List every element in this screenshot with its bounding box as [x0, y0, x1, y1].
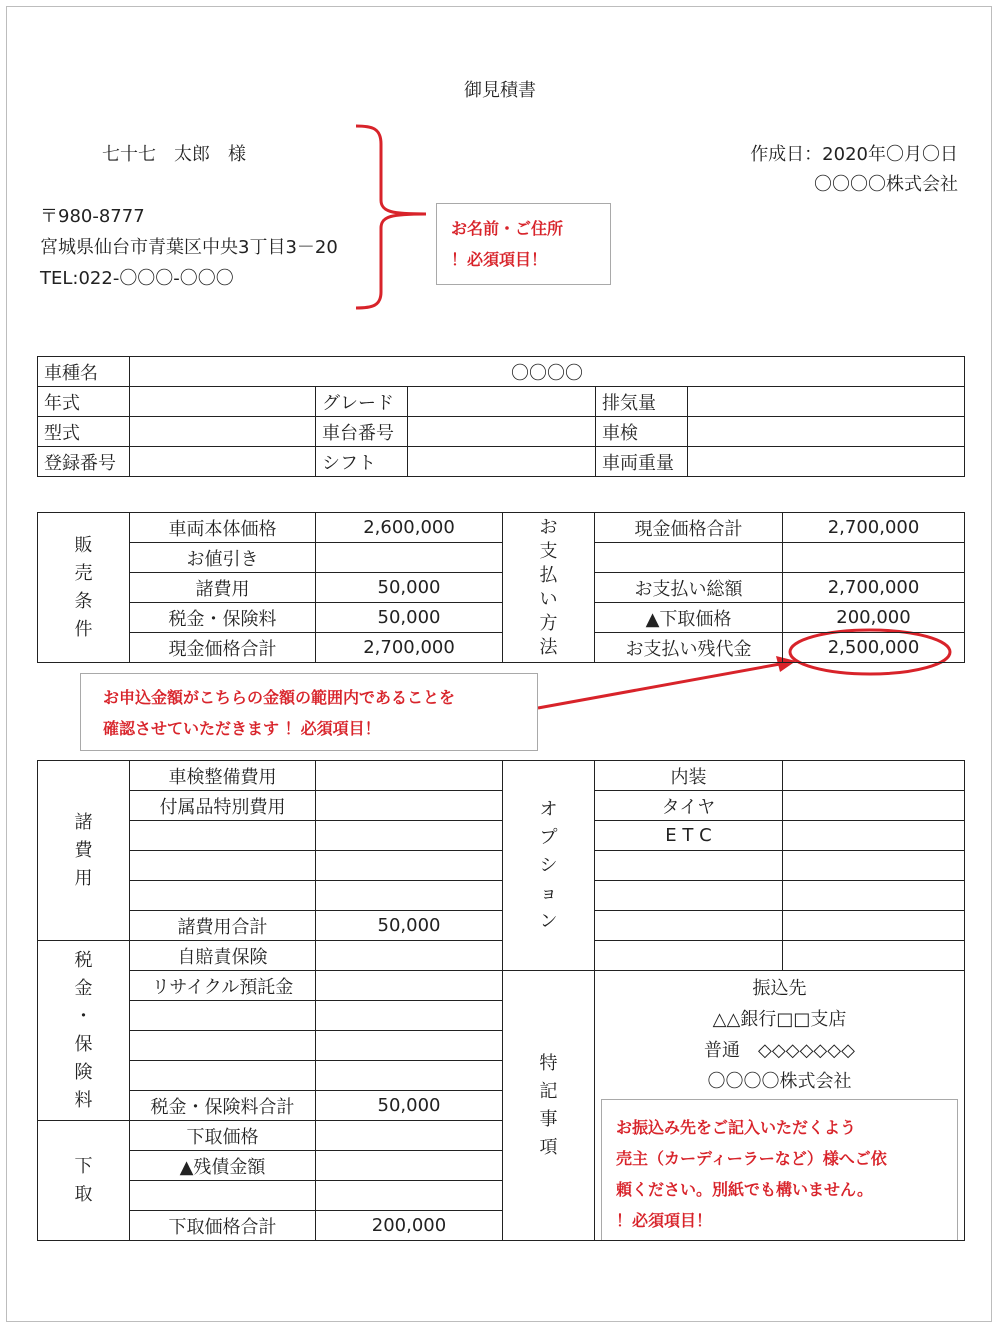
sale-item-value: 50,000 [316, 573, 503, 603]
fee-item-value [316, 821, 503, 851]
sale-item-value [316, 543, 503, 573]
tax-total-value: 50,000 [316, 1091, 503, 1121]
tradein-item-label: ▲残債金額 [130, 1151, 316, 1181]
inspection-value [688, 417, 965, 447]
sale-item-label: 現金価格合計 [130, 633, 316, 663]
remarks-header [503, 971, 595, 1241]
table-row [38, 971, 965, 1001]
tradein-item-value [316, 1151, 503, 1181]
tax-item-value [316, 1061, 503, 1091]
sale-item-value: 50,000 [316, 603, 503, 633]
sale-item-label: お値引き [130, 543, 316, 573]
option-item-label: タイヤ [595, 791, 783, 821]
payment-item-value: 200,000 [783, 603, 965, 633]
tradein-item-label [130, 1181, 316, 1211]
fee-item-label: 付属品特別費用 [130, 791, 316, 821]
fee-item-label [130, 821, 316, 851]
fee-item-value [316, 881, 503, 911]
table-row [38, 447, 965, 477]
table-row [38, 881, 965, 911]
bank-holder: 〇〇〇〇株式会社 [707, 1071, 852, 1092]
payment-item-value [783, 543, 965, 573]
remarks-cell [595, 971, 965, 1241]
table-row [38, 851, 965, 881]
payment-item-value: 2,700,000 [783, 573, 965, 603]
note-line: 頼ください。別紙でも構いません。 [616, 1180, 873, 1199]
table-row [38, 941, 965, 971]
displacement-value [688, 387, 965, 417]
sale-item-label: 車両本体価格 [130, 513, 316, 543]
option-item-value [783, 821, 965, 851]
sale-conditions-header [38, 513, 130, 663]
fee-item-value [316, 761, 503, 791]
table-row [38, 513, 965, 543]
sale-item-label: 税金・保険料 [130, 603, 316, 633]
table-row [38, 761, 965, 791]
year-value [130, 387, 316, 417]
tax-item-label [130, 1001, 316, 1031]
option-item-label [595, 911, 783, 941]
displacement-label: 排気量 [596, 387, 688, 417]
section-header-text: 販 売 条 件 [74, 534, 93, 640]
sale-payment-table [37, 512, 965, 663]
shift-value [408, 447, 596, 477]
option-item-label [595, 881, 783, 911]
car-name-label: 車種名 [38, 357, 130, 387]
fees-total-label: 諸費用合計 [130, 911, 316, 941]
note-line: お名前・ご住所 [451, 219, 564, 238]
name-address-note [436, 203, 611, 285]
remaining-balance-value: 2,500,000 [783, 633, 965, 663]
options-header [503, 761, 595, 971]
payment-item-label: ▲下取価格 [595, 603, 783, 633]
tax-item-label: 自賠責保険 [130, 941, 316, 971]
weight-label: 車両重量 [596, 447, 688, 477]
table-row [38, 387, 965, 417]
customer-address: 宮城県仙台市青葉区中央3丁目3－20 [40, 237, 338, 258]
tax-item-value [316, 1001, 503, 1031]
tradein-total-value: 200,000 [316, 1211, 503, 1241]
chassis-value [408, 417, 596, 447]
note-line: ！必須項目！ [451, 250, 548, 269]
fees-total-value: 50,000 [316, 911, 503, 941]
tax-insurance-header [38, 941, 130, 1121]
note-line: お申込金額がこちらの金額の範囲内であることを [103, 688, 456, 707]
option-item-label [595, 941, 783, 971]
payment-item-label: 現金価格合計 [595, 513, 783, 543]
option-item-value [783, 941, 965, 971]
bank-info [601, 971, 958, 1097]
option-item-value [783, 881, 965, 911]
tax-item-label [130, 1061, 316, 1091]
section-header-text: オ プ シ ョ ン [539, 798, 558, 932]
payment-method-header [503, 513, 595, 663]
tradein-total-label: 下取価格合計 [130, 1211, 316, 1241]
payment-item-value: 2,700,000 [783, 513, 965, 543]
option-item-value [783, 851, 965, 881]
fee-item-value [316, 791, 503, 821]
section-header-text: 税 金 ・ 保 険 料 [74, 949, 93, 1111]
payment-item-label: お支払い総額 [595, 573, 783, 603]
table-row [38, 417, 965, 447]
model-value [130, 417, 316, 447]
registration-value [130, 447, 316, 477]
option-item-value [783, 761, 965, 791]
table-row [38, 357, 965, 387]
option-item-value [783, 791, 965, 821]
option-item-label: E T C [595, 821, 783, 851]
customer-name: 七十七 太郎 様 [102, 144, 246, 165]
fees-header [38, 761, 130, 941]
grade-value [408, 387, 596, 417]
transfer-note [601, 1099, 958, 1241]
document-title: 御見積書 [464, 80, 536, 101]
tax-item-label [130, 1031, 316, 1061]
sale-item-label: 諸費用 [130, 573, 316, 603]
table-row [38, 791, 965, 821]
registration-label: 登録番号 [38, 447, 130, 477]
table-row [38, 633, 965, 663]
payment-item-label: お支払い残代金 [595, 633, 783, 663]
details-table [37, 760, 965, 1241]
issue-date: 作成日：2020年〇月〇日 [750, 144, 958, 165]
payment-item-label [595, 543, 783, 573]
table-row [38, 911, 965, 941]
amount-note [80, 673, 538, 751]
year-label: 年式 [38, 387, 130, 417]
tradein-header [38, 1121, 130, 1241]
fee-item-value [316, 851, 503, 881]
tradein-item-value [316, 1181, 503, 1211]
tax-item-label: リサイクル預託金 [130, 971, 316, 1001]
bank-account: 普通 ◇◇◇◇◇◇◇ [704, 1040, 855, 1061]
issuer-company: 〇〇〇〇株式会社 [814, 174, 958, 195]
sale-item-value: 2,700,000 [316, 633, 503, 663]
fee-item-label: 車検整備費用 [130, 761, 316, 791]
section-header-text: お 支 払 い 方 法 [539, 516, 558, 658]
tradein-item-label: 下取価格 [130, 1121, 316, 1151]
sale-item-value: 2,600,000 [316, 513, 503, 543]
table-row [38, 573, 965, 603]
vehicle-table [37, 356, 965, 477]
bank-title: 振込先 [752, 978, 807, 999]
chassis-label: 車台番号 [316, 417, 408, 447]
option-item-label: 内装 [595, 761, 783, 791]
section-header-text: 特 記 事 項 [539, 1052, 558, 1158]
table-row [38, 821, 965, 851]
tradein-item-value [316, 1121, 503, 1151]
customer-postal: 〒980-8777 [40, 206, 145, 227]
table-row [38, 603, 965, 633]
model-label: 型式 [38, 417, 130, 447]
car-name-value: 〇〇〇〇 [130, 357, 965, 387]
grade-label: グレード [316, 387, 408, 417]
section-header-text: 諸 費 用 [74, 811, 93, 889]
note-line: 確認させていただきます ！必須項目！ [103, 719, 381, 738]
tax-item-value [316, 971, 503, 1001]
customer-tel: TEL:022-〇〇〇-〇〇〇 [40, 268, 234, 289]
section-header-text: 下 取 [74, 1155, 93, 1205]
tax-item-value [316, 941, 503, 971]
fee-item-label [130, 851, 316, 881]
option-item-value [783, 911, 965, 941]
table-row [38, 543, 965, 573]
note-line: 売主（カーディーラーなど）様へご依 [616, 1149, 887, 1168]
inspection-label: 車検 [596, 417, 688, 447]
brace-mark [356, 126, 426, 308]
option-item-label [595, 851, 783, 881]
tax-item-value [316, 1031, 503, 1061]
fee-item-label [130, 881, 316, 911]
note-line: ！必須項目！ [616, 1211, 713, 1230]
note-line: お振込み先をご記入いただくよう [616, 1118, 857, 1137]
amount-arrow-line [538, 664, 780, 708]
shift-label: シフト [316, 447, 408, 477]
bank-name: △△銀行□□支店 [712, 1009, 847, 1030]
tax-total-label: 税金・保険料合計 [130, 1091, 316, 1121]
weight-value [688, 447, 965, 477]
